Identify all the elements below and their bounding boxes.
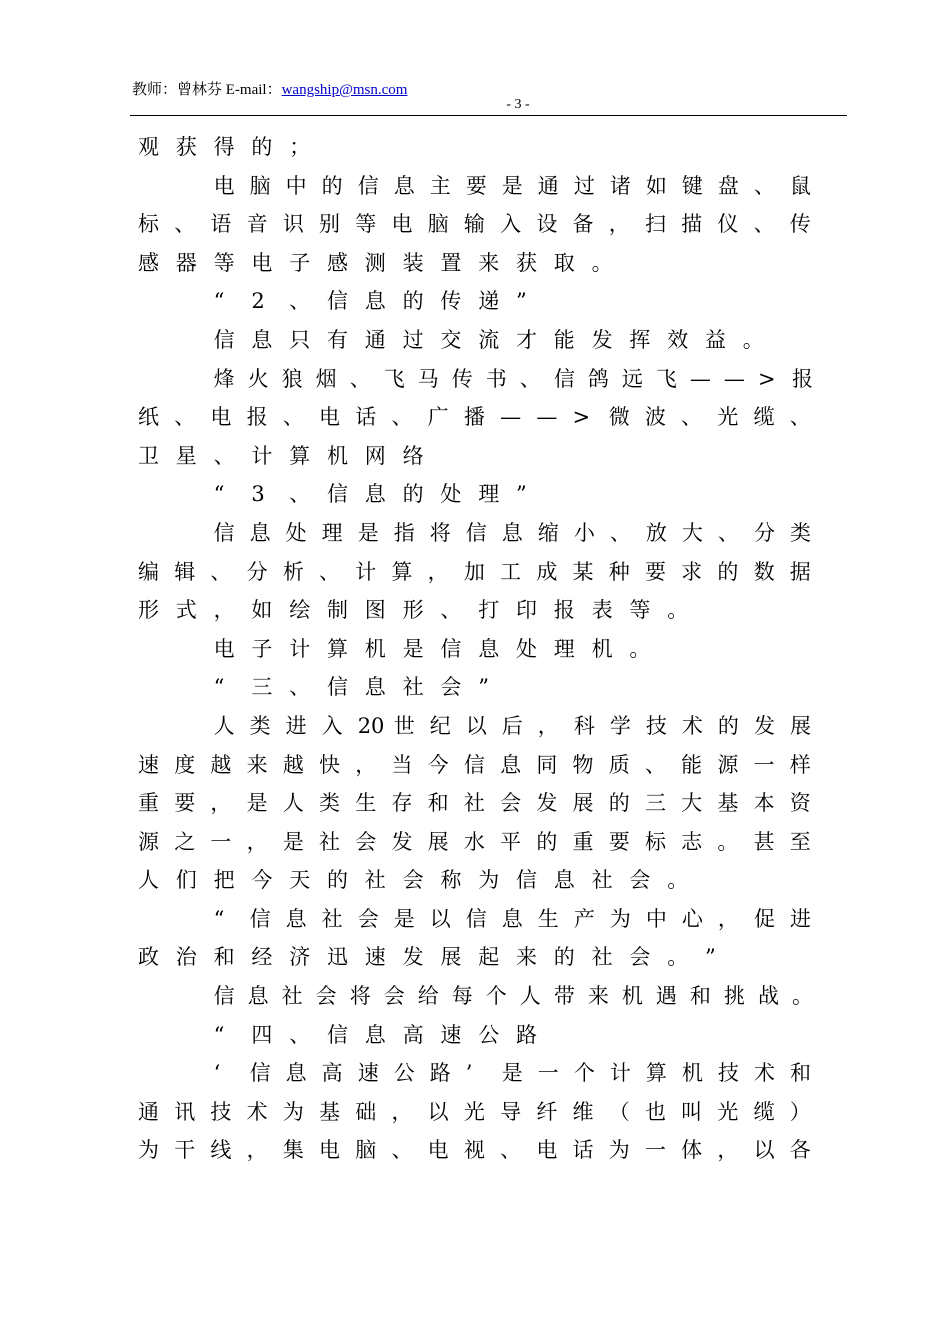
text-line: “ 四 、 信 息 高 速 公 路 bbox=[213, 1022, 537, 1047]
page-number: - 3 - bbox=[506, 97, 530, 112]
text-line: “ 三 、 信 息 社 会 ” bbox=[213, 675, 489, 700]
text-line: 为 干 线 ， 集 电 脑 、 电 视 、 电 话 为 一 体 ， 以 各 bbox=[138, 1138, 811, 1163]
text-line: 标 、 语 音 识 别 等 电 脑 输 入 设 备 ， 扫 描 仪 、 传 bbox=[138, 212, 811, 237]
text-line: “ 信 息 社 会 是 以 信 息 生 产 为 中 心 ， 促 进 bbox=[213, 906, 811, 931]
document-body bbox=[138, 128, 826, 1170]
text-line: 电 脑 中 的 信 息 主 要 是 通 过 诸 如 键 盘 、 鼠 bbox=[213, 173, 811, 198]
email-link[interactable]: wangship@msn.com bbox=[281, 82, 408, 98]
text-line: 信 息 处 理 是 指 将 信 息 缩 小 、 放 大 、 分 类 bbox=[213, 520, 811, 545]
text-line: 形 式 ， 如 绘 制 图 形 、 打 印 报 表 等 。 bbox=[138, 598, 689, 623]
text-line: 烽 火 狼 烟 、 飞 马 传 书 、 信 鸽 远 飞 — — > 报 bbox=[213, 366, 813, 391]
text-line: 卫 星 、 计 算 机 网 络 bbox=[138, 443, 424, 468]
text-line: 编 辑 、 分 析 、 计 算 ， 加 工 成 某 种 要 求 的 数 据 bbox=[138, 559, 811, 584]
text-line: 人 们 把 今 天 的 社 会 称 为 信 息 社 会 。 bbox=[138, 868, 689, 893]
text-line: 感 器 等 电 子 感 测 装 置 来 获 取 。 bbox=[138, 250, 613, 275]
text-line: 电 子 计 算 机 是 信 息 处 理 机 。 bbox=[213, 636, 651, 661]
text-line: 速 度 越 来 越 快 ， 当 今 信 息 同 物 质 、 能 源 一 样 bbox=[138, 752, 811, 777]
text-line: 政 治 和 经 济 迅 速 发 展 起 来 的 社 会 。 ” bbox=[138, 945, 716, 970]
text-line: 观 获 得 的 ； bbox=[138, 135, 311, 159]
text-line: 人 类 进 入 20 世 纪 以 后 ， 科 学 技 术 的 发 展 bbox=[213, 713, 811, 738]
text-line: 源 之 一 ， 是 社 会 发 展 水 平 的 重 要 标 志 。 甚 至 bbox=[138, 829, 811, 854]
header-teacher: 教师：曾林芬 E-mail： bbox=[132, 82, 282, 98]
page-header bbox=[132, 78, 407, 99]
header-rule bbox=[130, 115, 847, 116]
text-line: 通 讯 技 术 为 基 础 ， 以 光 导 纤 维 （ 也 叫 光 缆 ） bbox=[138, 1099, 811, 1124]
text-line: 信 息 社 会 将 会 给 每 个 人 带 来 机 遇 和 挑 战 。 bbox=[213, 984, 813, 1009]
text-line: “ 3 、 信 息 的 处 理 ” bbox=[213, 482, 527, 507]
text-line: 纸 、 电 报 、 电 话 、 广 播 — — > 微 波 、 光 缆 、 bbox=[138, 405, 811, 430]
text-line: 信 息 只 有 通 过 交 流 才 能 发 挥 效 益 。 bbox=[213, 327, 764, 352]
text-line: 重 要 ， 是 人 类 生 存 和 社 会 发 展 的 三 大 基 本 资 bbox=[138, 791, 811, 816]
text-line: “ 2 、 信 息 的 传 递 ” bbox=[213, 289, 527, 314]
text-line: ‘ 信 息 高 速 公 路 ’ 是 一 个 计 算 机 技 术 和 bbox=[213, 1061, 811, 1086]
